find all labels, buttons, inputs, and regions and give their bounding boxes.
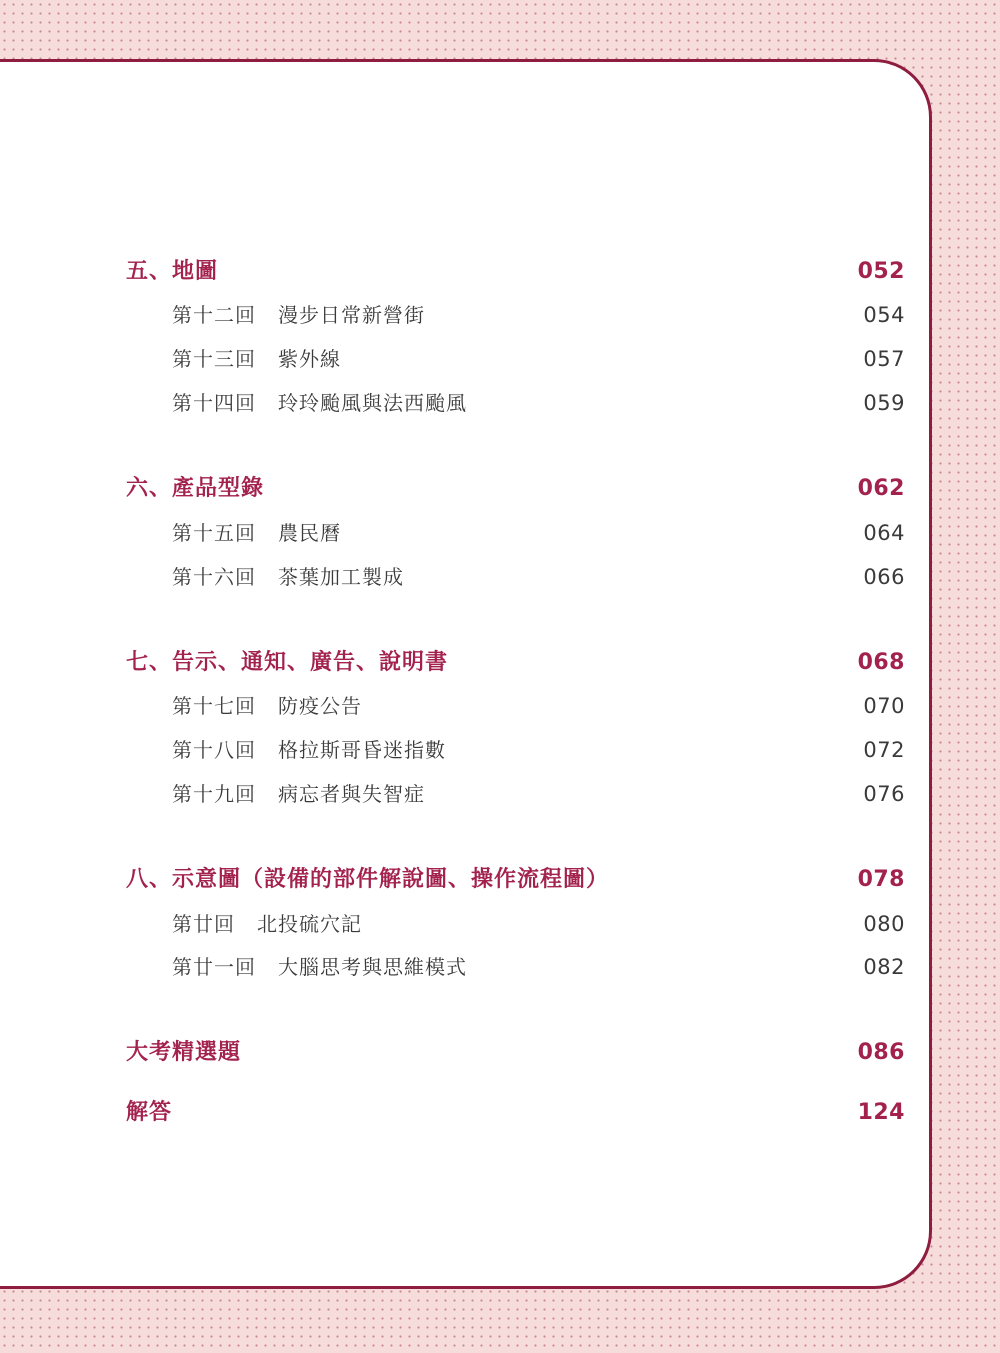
section-title: 七、告示、通知、廣告、說明書 bbox=[126, 650, 449, 675]
toc-section-exam-questions[interactable] bbox=[0, 1035, 1000, 1071]
chapter-page-number: 070 bbox=[863, 694, 905, 718]
toc-chapter-17[interactable] bbox=[0, 688, 1000, 724]
chapter-title-line bbox=[172, 341, 341, 377]
chapter-title: 防疫公告 bbox=[278, 694, 362, 718]
chapter-page-number: 082 bbox=[863, 955, 905, 979]
chapter-number: 第十九回 bbox=[172, 782, 256, 806]
toc-chapter-13[interactable] bbox=[0, 341, 1000, 377]
toc-chapter-18[interactable] bbox=[0, 732, 1000, 768]
chapter-title: 病忘者與失智症 bbox=[278, 782, 425, 806]
section-title: 大考精選題 bbox=[126, 1040, 242, 1065]
chapter-title-line bbox=[172, 949, 467, 985]
chapter-title-line bbox=[172, 297, 425, 333]
chapter-number: 第十六回 bbox=[172, 565, 256, 589]
chapter-number: 第十八回 bbox=[172, 738, 256, 762]
chapter-title-line bbox=[172, 385, 467, 421]
chapter-number: 第十五回 bbox=[172, 521, 256, 545]
chapter-page-number: 057 bbox=[863, 347, 905, 371]
chapter-title-line bbox=[172, 515, 341, 551]
toc-chapter-21[interactable] bbox=[0, 949, 1000, 985]
chapter-page-number: 072 bbox=[863, 738, 905, 762]
toc-section-diagrams[interactable] bbox=[0, 862, 1000, 898]
chapter-title: 大腦思考與思維模式 bbox=[278, 955, 467, 979]
chapter-page-number: 066 bbox=[863, 565, 905, 589]
chapter-title: 玲玲颱風與法西颱風 bbox=[278, 391, 467, 415]
section-page-number: 062 bbox=[857, 476, 905, 501]
chapter-title: 紫外線 bbox=[278, 347, 341, 371]
section-title: 六、產品型錄 bbox=[126, 476, 265, 501]
section-page-number: 078 bbox=[857, 867, 905, 892]
chapter-title-line bbox=[172, 776, 425, 812]
toc-section-map[interactable] bbox=[0, 254, 1000, 290]
section-title: 解答 bbox=[126, 1100, 173, 1125]
chapter-page-number: 076 bbox=[863, 782, 905, 806]
chapter-number: 第十三回 bbox=[172, 347, 256, 371]
section-page-number: 086 bbox=[857, 1040, 905, 1065]
section-page-number: 068 bbox=[857, 650, 905, 675]
toc-chapter-15[interactable] bbox=[0, 515, 1000, 551]
toc-section-catalog[interactable] bbox=[0, 471, 1000, 507]
section-page-number: 052 bbox=[857, 259, 905, 284]
toc-chapter-16[interactable] bbox=[0, 559, 1000, 595]
chapter-number: 第廿一回 bbox=[172, 955, 256, 979]
chapter-title-line bbox=[172, 559, 404, 595]
section-title: 八、示意圖（設備的部件解說圖、操作流程圖） bbox=[126, 867, 610, 892]
chapter-title: 北投硫穴記 bbox=[257, 912, 362, 936]
chapter-title-line bbox=[172, 732, 446, 768]
toc-section-answers[interactable] bbox=[0, 1095, 1000, 1131]
chapter-page-number: 080 bbox=[863, 912, 905, 936]
section-page-number: 124 bbox=[857, 1100, 905, 1125]
toc-chapter-12[interactable] bbox=[0, 297, 1000, 333]
chapter-title: 茶葉加工製成 bbox=[278, 565, 404, 589]
toc-chapter-14[interactable] bbox=[0, 385, 1000, 421]
toc-section-notices[interactable] bbox=[0, 645, 1000, 681]
chapter-title: 農民曆 bbox=[278, 521, 341, 545]
chapter-page-number: 064 bbox=[863, 521, 905, 545]
chapter-number: 第十七回 bbox=[172, 694, 256, 718]
chapter-number: 第十二回 bbox=[172, 303, 256, 327]
section-title: 五、地圖 bbox=[126, 259, 219, 284]
chapter-number: 第十四回 bbox=[172, 391, 256, 415]
chapter-title: 格拉斯哥昏迷指數 bbox=[278, 738, 446, 762]
toc-chapter-19[interactable] bbox=[0, 776, 1000, 812]
chapter-title-line bbox=[172, 688, 362, 724]
toc-chapter-20[interactable] bbox=[0, 906, 1000, 942]
chapter-page-number: 054 bbox=[863, 303, 905, 327]
chapter-title: 漫步日常新營街 bbox=[278, 303, 425, 327]
chapter-page-number: 059 bbox=[863, 391, 905, 415]
chapter-number: 第廿回 bbox=[172, 912, 235, 936]
chapter-title-line bbox=[172, 906, 362, 942]
